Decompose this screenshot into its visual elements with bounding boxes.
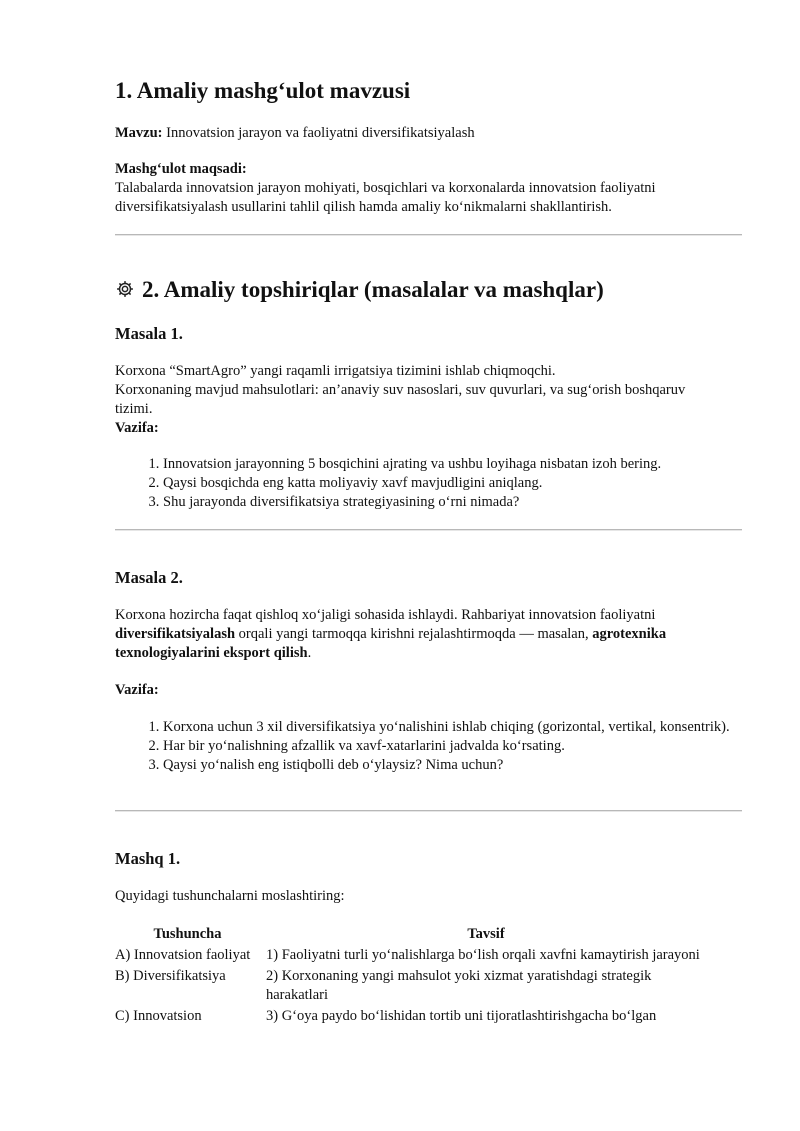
topic-line bbox=[115, 124, 755, 143]
masala2-title: Masala 2. bbox=[115, 568, 183, 587]
masala2-task-list bbox=[115, 718, 763, 775]
masala1-line1: Korxona “SmartAgro” yangi raqamli irrigatsiya tizimini ishlab chiqmoqchi. bbox=[115, 363, 556, 379]
masala2-text-bold2: agrotexnika texnologiyalarini eksport qilish bbox=[115, 626, 667, 661]
table-row bbox=[115, 946, 706, 967]
masala2-text-c: orqali yangi tarmoqqa kirishni rejalashtirmoqda — masalan, bbox=[235, 626, 593, 642]
table-cell: 3) G‘oya paydo bo‘lishidan tortib uni tijoratlashtirishgacha bo‘lgan bbox=[266, 1008, 657, 1024]
goal-label: Mashg‘ulot maqsadi: bbox=[115, 161, 247, 177]
section2-title-text: 2. Amaliy topshiriqlar (masalalar va mashqlar) bbox=[142, 277, 604, 302]
masala2-text-a: Korxona hozircha faqat qishloq xo‘jaligi sohasida ishlaydi. Rahbariyat innovatsion faoliyatni bbox=[115, 607, 656, 623]
table-cell: A) Innovatsion faoliyat bbox=[115, 947, 251, 963]
masala2-task-label: Vazifa: bbox=[115, 682, 159, 698]
masala1-title: Masala 1. bbox=[115, 324, 183, 343]
table-cell: 1) Faoliyatni turli yo‘nalishlarga bo‘lish orqali xavfni kamaytirish jarayoni bbox=[266, 947, 700, 963]
masala1-line2: Korxonaning mavjud mahsulotlari: an’anaviy suv nasoslari, suv quvurlari, va sug‘orish boshqaruv tizimi. bbox=[115, 382, 686, 417]
divider bbox=[115, 529, 742, 531]
divider bbox=[115, 234, 742, 236]
list-item: 2. Qaysi bosqichda eng katta moliyaviy xavf mavjudligini aniqlang. bbox=[163, 474, 783, 493]
list-item: 1. Innovatsion jarayonning 5 bosqichini ajrating va ushbu loyihaga nisbatan izoh bering. bbox=[163, 455, 783, 474]
mashq1-intro: Quyidagi tushunchalarni moslashtiring: bbox=[115, 888, 345, 904]
table-cell: 2) Korxonaning yangi mahsulot yoki xizmat yaratishdagi strategik harakatlari bbox=[266, 968, 652, 1003]
masala2-text bbox=[115, 606, 740, 663]
goal-text: Talabalarda innovatsion jarayon mohiyati, bosqichlari va korxonalarda innovatsion faoliyatni diversifikatsiyalash usullarini tahlil qilish hamda amaliy ko‘nikmalarni shakllantirish. bbox=[115, 180, 656, 215]
table-cell: C) Innovatsion bbox=[115, 1008, 202, 1024]
table-header-row bbox=[115, 925, 706, 946]
gear-icon bbox=[115, 279, 135, 299]
masala2-text-bold1: diversifikatsiyalash bbox=[115, 626, 236, 642]
masala2-text-e: . bbox=[307, 645, 312, 661]
matching-table bbox=[115, 925, 706, 1028]
table-row bbox=[115, 1007, 706, 1028]
mashq1-title: Mashq 1. bbox=[115, 849, 181, 868]
column-header: Tavsif bbox=[467, 926, 505, 942]
table-row bbox=[115, 967, 706, 1007]
list-item: 1. Korxona uchun 3 xil diversifikatsiya yo‘nalishini ishlab chiqing (gorizontal, vertikal, konsentrik). bbox=[163, 718, 763, 737]
table-cell: B) Diversifikatsiya bbox=[115, 968, 226, 984]
list-item: 3. Shu jarayonda diversifikatsiya strategiyasining o‘rni nimada? bbox=[163, 493, 783, 512]
list-item: 3. Qaysi yo‘nalish eng istiqbolli deb o‘ylaysiz? Nima uchun? bbox=[163, 756, 763, 775]
topic-text: Innovatsion jarayon va faoliyatni diversifikatsiyalash bbox=[162, 125, 475, 141]
divider bbox=[115, 810, 742, 812]
masala1-task-list bbox=[115, 455, 783, 512]
masala1-task-label: Vazifa: bbox=[115, 420, 159, 436]
topic-label: Mavzu: bbox=[115, 125, 163, 141]
section1-title: 1. Amaliy mashg‘ulot mavzusi bbox=[115, 78, 411, 103]
column-header: Tushuncha bbox=[153, 926, 222, 942]
list-item: 2. Har bir yo‘nalishning afzallik va xavf-xatarlarini jadvalda ko‘rsating. bbox=[163, 737, 763, 756]
section2-title bbox=[115, 276, 604, 304]
